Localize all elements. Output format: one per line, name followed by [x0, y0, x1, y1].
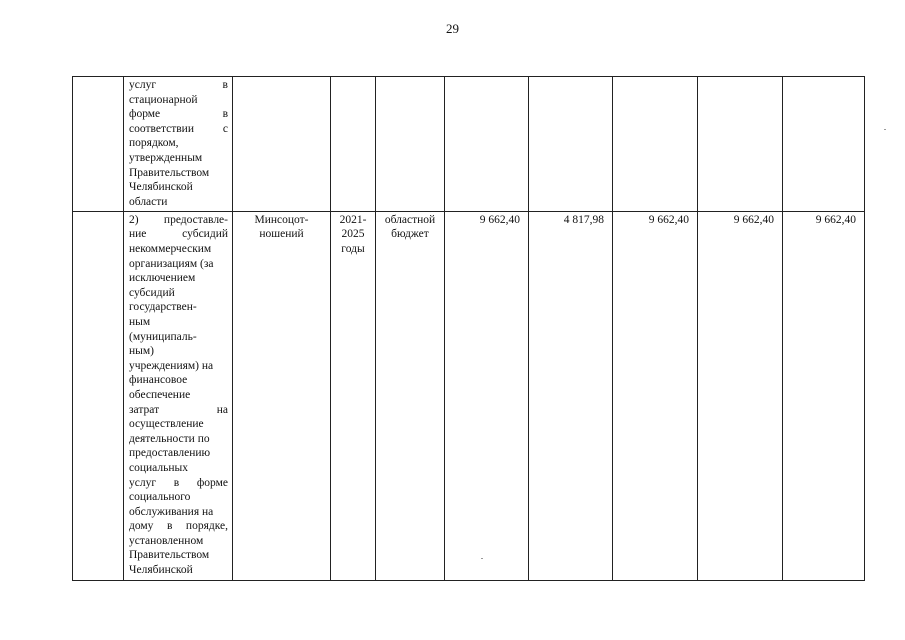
description-line: утвержденным — [129, 151, 203, 164]
amount-cell — [613, 77, 698, 212]
description-line: обеспечение — [129, 388, 191, 401]
description-line: социального — [129, 491, 191, 504]
description-line: установленном — [129, 534, 204, 547]
description-line: ным) — [129, 345, 154, 358]
amount-cell: 4 817,98 — [529, 211, 613, 580]
description-line: ние субсидий — [129, 228, 228, 241]
description-line: 2) предоставле- — [129, 213, 228, 226]
description-line: государствен- — [129, 301, 197, 314]
amount-cell — [445, 77, 529, 212]
source-cell — [376, 211, 445, 580]
amount-cell — [529, 77, 613, 212]
executor-line: ношений — [259, 228, 304, 241]
amount-cell: 9 662,40 — [698, 211, 783, 580]
source-line: бюджет — [391, 228, 429, 241]
description-line: затрат на — [129, 403, 228, 416]
amount-cell: 9 662,40 — [783, 211, 865, 580]
row-number-cell — [73, 77, 124, 212]
description-line: Челябинской — [129, 564, 193, 577]
description-line: ным — [129, 315, 151, 328]
period-line: 2021- — [339, 213, 367, 226]
amount-cell — [698, 77, 783, 212]
period-line: 2025 — [341, 228, 365, 241]
executor-cell — [233, 77, 331, 212]
period-cell — [331, 211, 376, 580]
description-line: исключением — [129, 272, 196, 285]
description-line: организациям (за — [129, 257, 214, 270]
period-line: годы — [341, 243, 365, 256]
executor-line: Минсоцот- — [254, 213, 309, 226]
description-line: социальных — [129, 461, 188, 474]
program-table — [72, 76, 865, 581]
description-line: услуг в — [129, 79, 228, 91]
page-number: 29 — [446, 21, 459, 36]
scan-speck — [481, 558, 483, 559]
description-line: некоммерческим — [129, 243, 212, 256]
description-line: Правительством — [129, 166, 210, 179]
description-line: финансовое — [129, 374, 188, 387]
row-number-cell — [73, 211, 124, 580]
table-row — [73, 211, 865, 580]
description-line: форме в — [129, 108, 228, 121]
table-row — [73, 77, 865, 212]
description-line: стационарной — [129, 93, 198, 106]
description-line: дому в порядке, — [129, 520, 228, 533]
description-line: учреждениям) на — [129, 359, 214, 372]
description-line: осуществление — [129, 418, 204, 431]
amount-cell: 9 662,40 — [613, 211, 698, 580]
source-cell — [376, 77, 445, 212]
description-line: области — [129, 195, 168, 208]
description-line: порядком, — [129, 137, 179, 150]
description-line: Правительством — [129, 549, 210, 562]
description-line: предоставлению — [129, 447, 211, 460]
description-line: Челябинской — [129, 181, 193, 194]
source-line: областной — [384, 213, 436, 226]
description-line: обслуживания на — [129, 505, 214, 518]
scan-speck — [884, 129, 886, 130]
description-cell — [124, 211, 233, 580]
amount-cell — [783, 77, 865, 212]
description-line: (муниципаль- — [129, 330, 197, 343]
description-line: соответствии с — [129, 122, 228, 135]
description-line: деятельности по — [129, 432, 210, 445]
amount-cell: 9 662,40 — [445, 211, 529, 580]
description-line: услуг в форме — [129, 476, 228, 489]
description-cell — [124, 77, 233, 212]
executor-cell — [233, 211, 331, 580]
period-cell — [331, 77, 376, 212]
description-line: субсидий — [129, 286, 175, 299]
